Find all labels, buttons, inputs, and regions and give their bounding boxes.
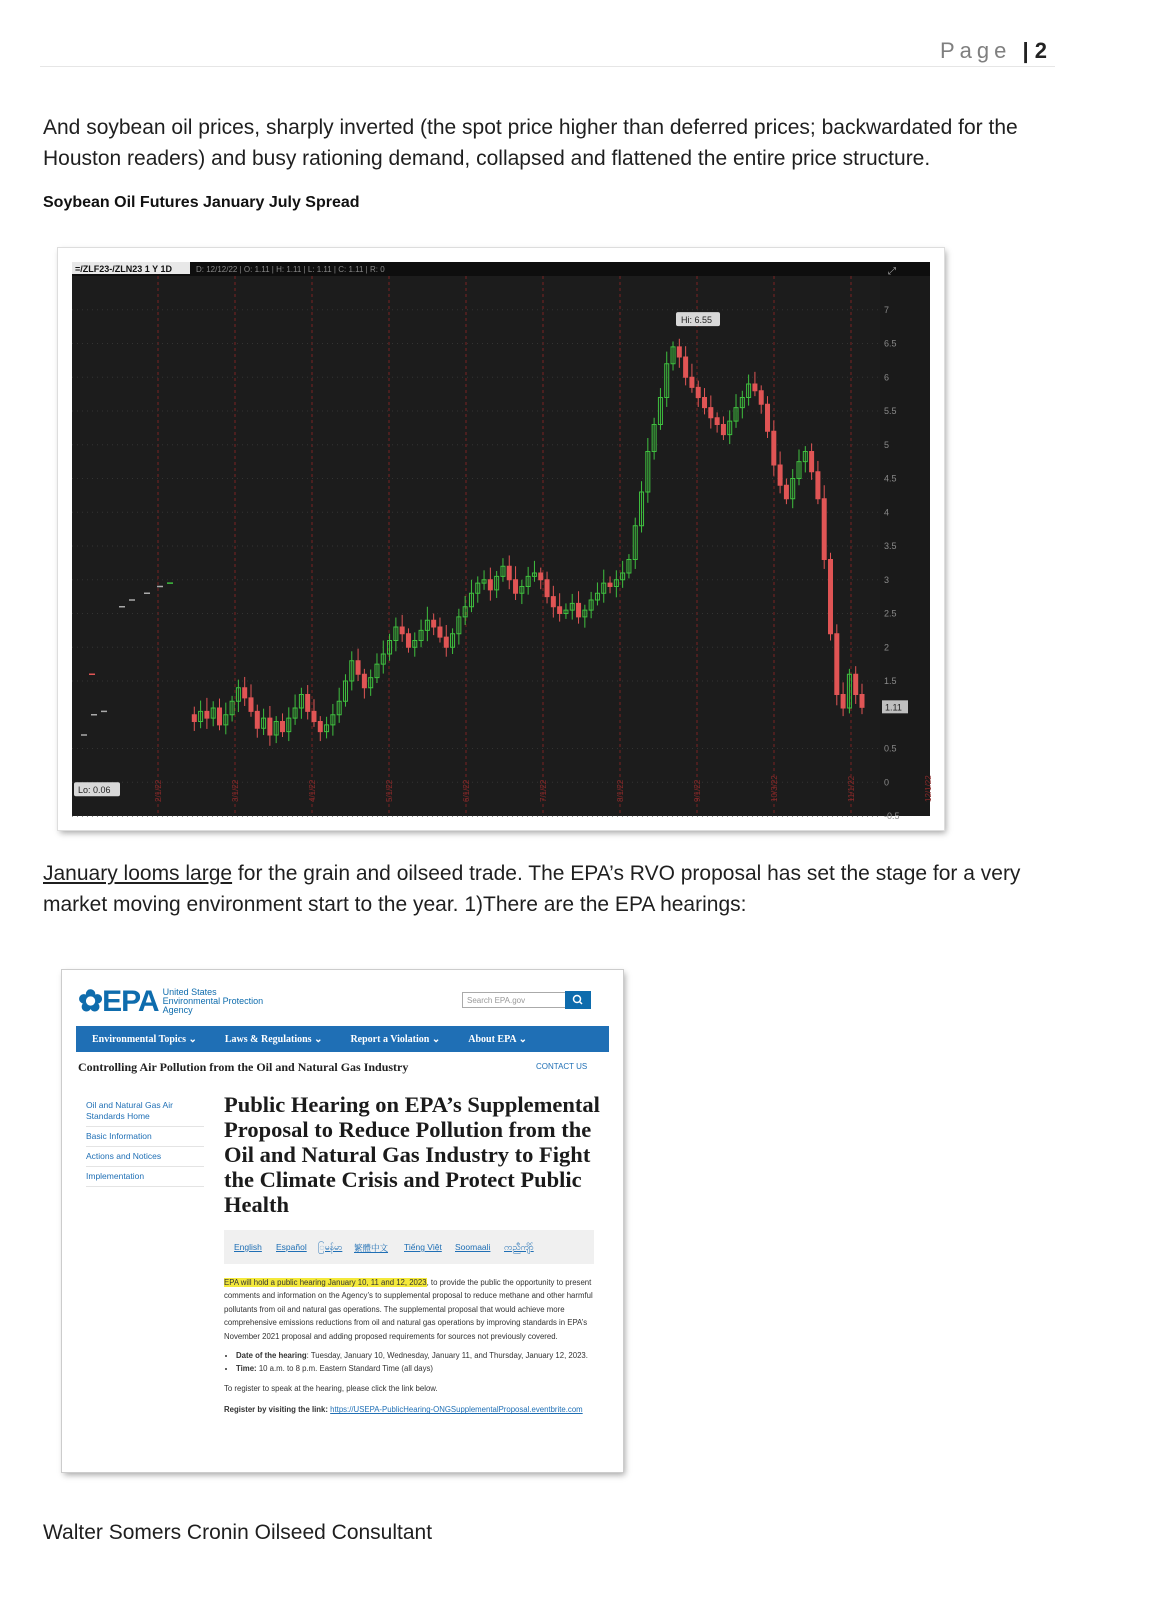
last-price-label: 1.11 (885, 702, 902, 713)
x-tick-label: 8/1/22 (616, 779, 625, 802)
candle-body (829, 560, 833, 634)
sidebar-item-home[interactable]: Oil and Natural Gas Air Standards Home (86, 1096, 204, 1127)
spread-chart (72, 262, 933, 821)
candle-body (280, 722, 284, 732)
symbol-label: =/ZLF23-/ZLN23 1 Y 1D (75, 264, 172, 274)
y-tick-label: -0.5 (884, 811, 900, 821)
x-tick-label: 3/1/22 (231, 779, 240, 802)
candle-body (810, 452, 814, 472)
january-link[interactable]: January looms large (43, 862, 233, 885)
candle-body (778, 465, 782, 485)
y-tick-label: 6 (884, 372, 890, 383)
candle-body (249, 698, 253, 712)
candle-body (545, 580, 549, 597)
lang-karen[interactable]: ကညီကျိာ် (504, 1242, 534, 1252)
candle-body (703, 398, 707, 408)
y-tick-label: 2.5 (884, 608, 897, 619)
intro-paragraph: And soybean oil prices, sharply inverted (the spot price higher than deferred prices; backwardated for the Houston readers) and busy rationing demand, collapsed and flattened the entire price structure. (43, 116, 1018, 170)
lang-chinese[interactable]: 繁體中文 (354, 1243, 389, 1253)
x-tick-label: 9/1/22 (693, 779, 702, 802)
y-tick-label: 3.5 (884, 541, 897, 551)
candle-body (816, 472, 820, 499)
lo-label: Lo: 0.06 (78, 785, 111, 796)
y-tick-label: 0.5 (884, 743, 897, 754)
candle-body (577, 603, 581, 617)
page-footer: Walter Somers Cronin Oilseed Consultant (43, 1521, 433, 1544)
candle-body (860, 695, 864, 708)
candle-body (841, 695, 845, 709)
sidebar-item-basic-info[interactable]: Basic Information (86, 1127, 204, 1147)
y-tick-label: 4.5 (884, 473, 897, 484)
ohlc-readout: D: 12/12/22 | O: 1.11 | H: 1.11 | L: 1.11 | C: 1.11 | R: 0 (196, 265, 385, 274)
candle-body (312, 711, 316, 721)
candle-body (318, 722, 322, 732)
x-tick-label: 2/1/22 (154, 779, 163, 802)
y-tick-label: 5.5 (884, 406, 897, 416)
candle-body (507, 566, 511, 580)
candle-body (696, 387, 700, 397)
sidebar-item-actions[interactable]: Actions and Notices (86, 1147, 204, 1167)
candle-body (192, 715, 196, 722)
y-tick-label: 6.5 (884, 338, 897, 349)
hearing-details (224, 1349, 594, 1376)
candle-body (362, 674, 366, 688)
candle-body (400, 627, 404, 634)
candle-body (217, 708, 221, 725)
epa-nav-bar (76, 1026, 609, 1052)
epa-page-title: Public Hearing on EPA’s Supplemental Proposal to Reduce Pollution from the Oil and Natural Gas Industry to Fight the Climate Crisis and Protect Public Health (224, 1092, 600, 1217)
language-bar (224, 1230, 594, 1264)
search-button[interactable] (565, 991, 591, 1009)
chart-screenshot (58, 248, 944, 830)
contact-us-link[interactable]: CONTACT US (536, 1062, 588, 1071)
epa-section-title: Controlling Air Pollution from the Oil and Natural Gas Industry (78, 1060, 409, 1074)
nav-about-epa[interactable]: About EPA ⌄ (468, 1033, 527, 1045)
x-tick-label: 4/1/22 (308, 779, 317, 802)
lang-espanol[interactable]: Español (276, 1242, 307, 1252)
chart-settings-icon[interactable]: ⤢ (888, 266, 896, 277)
candle-body (444, 637, 448, 647)
y-tick-label: 1.5 (884, 676, 897, 686)
candle-body (677, 347, 681, 357)
sidebar-item-implementation[interactable]: Implementation (86, 1167, 204, 1187)
candle-body (854, 674, 858, 694)
x-tick-label: 10/3/22 (770, 775, 779, 802)
candle-body (835, 634, 839, 695)
nav-laws-regulations[interactable]: Laws & Regulations ⌄ (224, 1033, 323, 1045)
y-tick-label: 3 (884, 574, 890, 585)
candle-body (488, 580, 492, 590)
hi-label: Hi: 6.55 (681, 315, 713, 326)
search-icon (565, 991, 591, 1009)
lang-english[interactable]: English (234, 1242, 262, 1252)
candle-body (784, 485, 788, 499)
hearing-intro (224, 1276, 594, 1343)
page-number-value: 2 (1034, 38, 1047, 63)
y-tick-label: 2 (884, 642, 890, 653)
candle-body (709, 408, 713, 418)
candle-body (558, 607, 562, 614)
candle-body (772, 431, 776, 465)
x-tick-label: 11/1/22 (847, 775, 856, 802)
register-line: Register by visiting the link: https://USEPA-PublicHearing-ONGSupplementalProposal.eventbrite.com (224, 1405, 583, 1415)
candle-body (514, 580, 518, 594)
register-instructions: To register to speak at the hearing, please click the link below. (224, 1383, 438, 1393)
candle-body (690, 377, 694, 387)
y-tick-label: 4 (884, 507, 890, 518)
search-input[interactable]: Search EPA.gov (462, 992, 566, 1008)
candle-body (822, 499, 826, 560)
candle-body (243, 688, 247, 698)
x-tick-label: 12/1/22 (924, 775, 933, 802)
lang-vietnamese[interactable]: Tiếng Việt (404, 1242, 442, 1252)
epa-logo[interactable] (78, 984, 273, 1019)
page-word: Page (939, 38, 1012, 63)
figure-caption: Soybean Oil Futures January July Spread (43, 194, 360, 211)
y-tick-label: 5 (884, 439, 890, 450)
epa-body-text (224, 1276, 594, 1417)
hearing-highlight: EPA will hold a public hearing January 10, 11 and 12, 2023 (224, 1278, 427, 1287)
candle-body (406, 634, 410, 648)
body-text: for the grain and oilseed trade. The EPA’s RVO proposal has set the stage for a very market moving environment start to the year. 1)There are the EPA hearings: (43, 862, 1021, 916)
nav-environmental-topics[interactable]: Environmental Topics ⌄ (92, 1033, 197, 1045)
candle-body (255, 711, 259, 728)
candle-body (753, 384, 757, 391)
hearing-intro-rest: , to provide the public the opportunity to present comments and information on the Agency’s to supplemental proposal to reduce methane and other harmful pollutants from oil and natural gas operations. The supplemental proposal that would achieve more comprehensive emissions reductions from oil and natural gas operations by improving standards in EPA’s November 2021 proposal and adding proposed requirements for sources not previously covered. (224, 1278, 593, 1341)
candle-body (306, 695, 310, 712)
candle-body (759, 391, 763, 405)
y-tick-label: 7 (884, 304, 890, 315)
epa-logo-mark: ✿EPA (78, 985, 159, 1018)
x-tick-label: 6/1/22 (462, 779, 471, 802)
y-tick-label: 0 (884, 777, 890, 788)
hearing-time: • Time: 10 a.m. to 8 p.m. Eastern Standard Time (all days) (236, 1362, 594, 1375)
page-number: Page | 2 (939, 38, 1047, 63)
body-paragraph (43, 858, 1063, 920)
register-link[interactable]: https://USEPA-PublicHearing-ONGSupplementalProposal.eventbrite.com (330, 1405, 583, 1415)
candle-body (608, 583, 612, 586)
candle-body (205, 711, 209, 718)
candle-body (268, 718, 272, 735)
candle-body (539, 573, 543, 580)
page-header (40, 36, 1055, 67)
lang-somali[interactable]: Soomaali (455, 1242, 491, 1252)
epa-screenshot (62, 970, 623, 1472)
x-tick-label: 7/1/22 (539, 779, 548, 802)
candle-body (715, 418, 719, 425)
x-tick-label: 5/1/22 (385, 779, 394, 802)
epa-agency-name: United States Environmental Protection Agency (162, 987, 264, 1015)
lang-burmese[interactable]: ြမန်မာ (318, 1242, 343, 1252)
candle-body (551, 597, 555, 607)
candle-body (432, 620, 436, 627)
candle-body (766, 404, 770, 431)
epa-sidebar (86, 1096, 204, 1187)
candle-body (721, 425, 725, 435)
candle-body (438, 627, 442, 637)
candle-body (684, 357, 688, 377)
nav-report-violation[interactable]: Report a Violation ⌄ (350, 1033, 441, 1045)
chart-background (72, 262, 930, 816)
candle-body (356, 661, 360, 675)
hearing-date: • Date of the hearing: Tuesday, January 10, Wednesday, January 11, and Thursday, January 12, 2023. (236, 1349, 594, 1362)
